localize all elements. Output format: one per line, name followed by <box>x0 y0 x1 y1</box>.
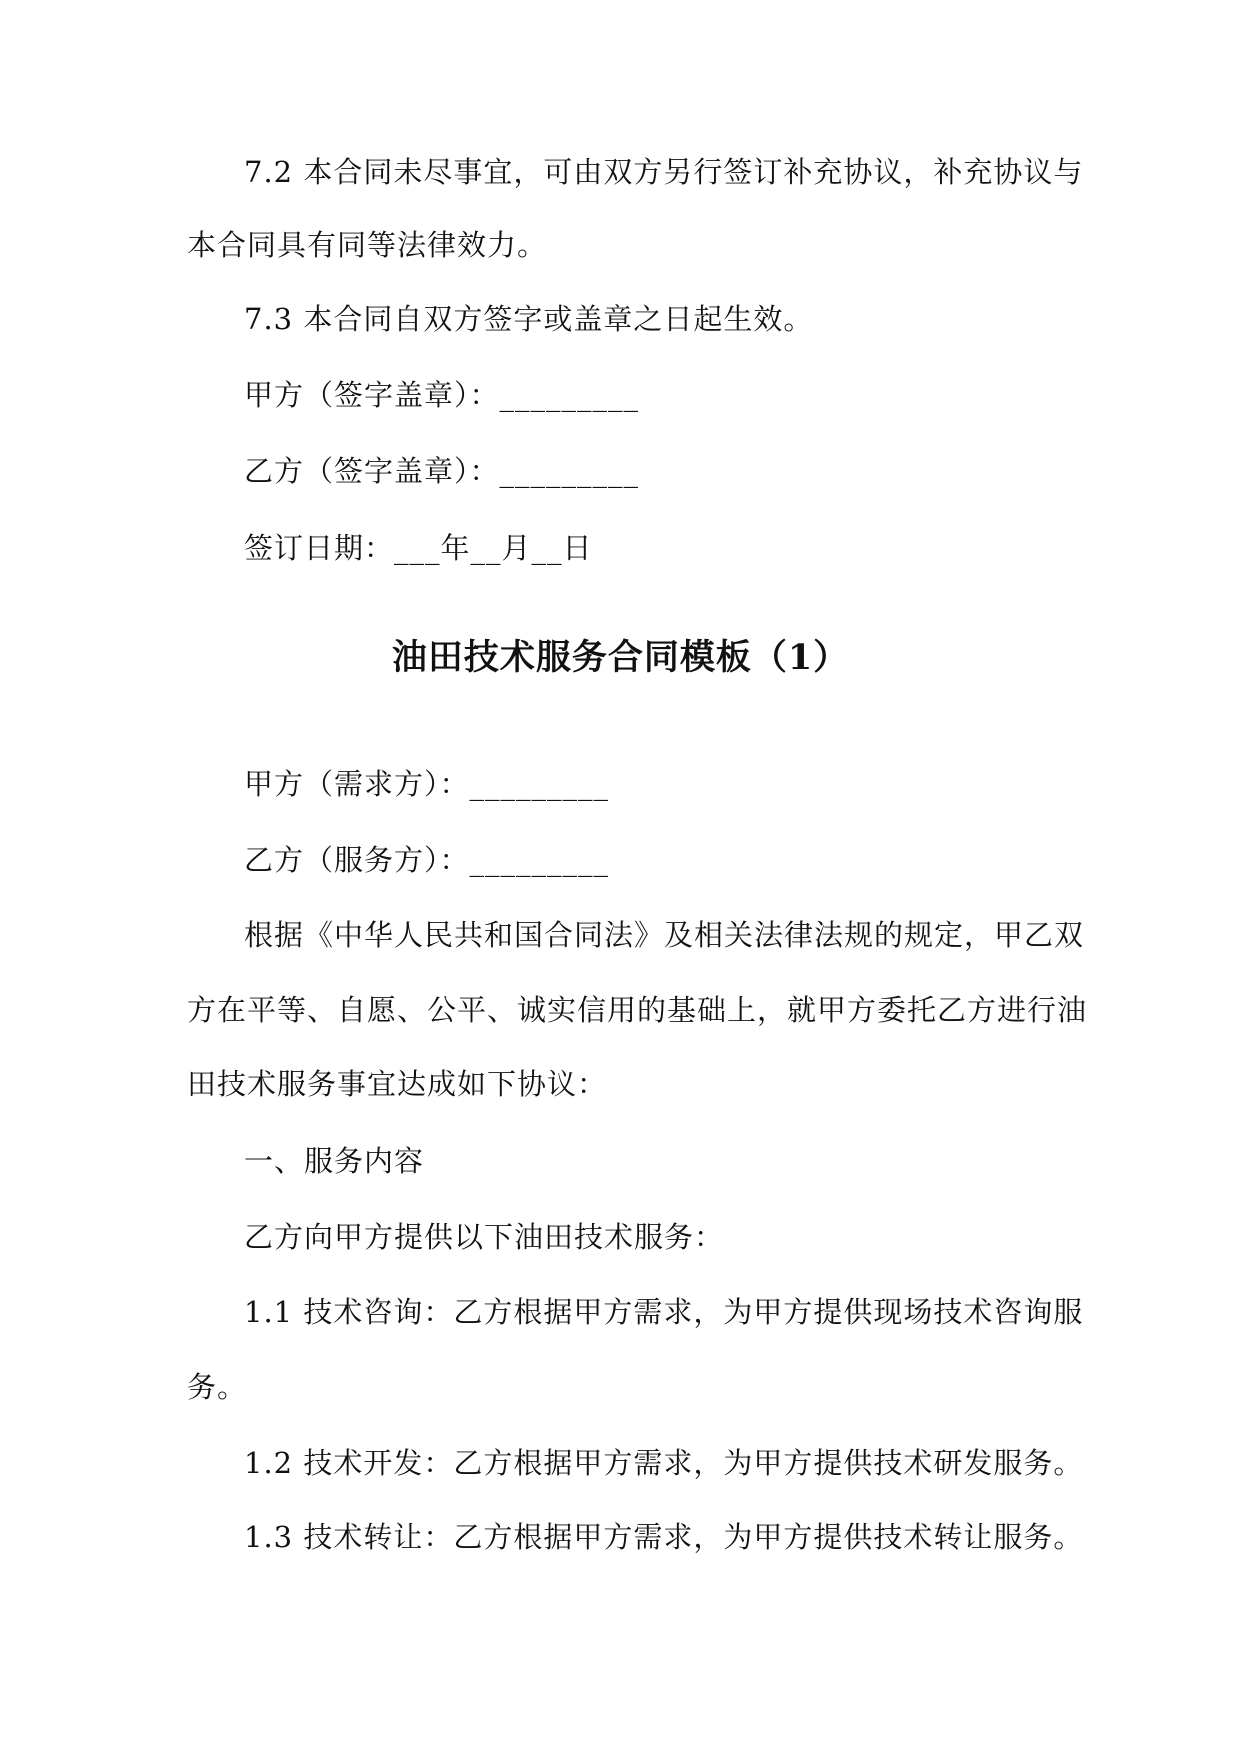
clause-7-2-line1: 7.2 本合同未尽事宜，可由双方另行签订补充协议，补充协议与 <box>244 155 1084 189</box>
document-title: 油田技术服务合同模板（1） <box>391 637 850 678</box>
signing-date-line: 签订日期：___年__月__日 <box>244 531 593 565</box>
preamble-line1: 根据《中华人民共和国合同法》及相关法律法规的规定，甲乙双 <box>244 918 1085 952</box>
section-1-heading: 一、服务内容 <box>244 1144 425 1178</box>
party-b-line: 乙方（服务方）：_________ <box>244 843 610 877</box>
item-1-3: 1.3 技术转让：乙方根据甲方需求，为甲方提供技术转让服务。 <box>244 1520 1084 1554</box>
clause-7-2-line2: 本合同具有同等法律效力。 <box>187 228 548 262</box>
clause-7-3: 7.3 本合同自双方签字或盖章之日起生效。 <box>244 302 814 336</box>
preamble-line2: 方在平等、自愿、公平、诚实信用的基础上，就甲方委托乙方进行油 <box>187 993 1088 1027</box>
party-a-signature-line: 甲方（签字盖章）：_________ <box>244 378 640 412</box>
item-1-2: 1.2 技术开发：乙方根据甲方需求，为甲方提供技术研发服务。 <box>244 1446 1084 1480</box>
item-1-1-line1: 1.1 技术咨询：乙方根据甲方需求，为甲方提供现场技术咨询服 <box>244 1295 1084 1329</box>
preamble-line3: 田技术服务事宜达成如下协议： <box>187 1067 608 1101</box>
party-a-line: 甲方（需求方）：_________ <box>244 767 610 801</box>
item-1-1-line2: 务。 <box>187 1370 248 1404</box>
party-b-signature-line: 乙方（签字盖章）：_________ <box>244 454 640 488</box>
section-1-intro: 乙方向甲方提供以下油田技术服务： <box>244 1220 725 1254</box>
